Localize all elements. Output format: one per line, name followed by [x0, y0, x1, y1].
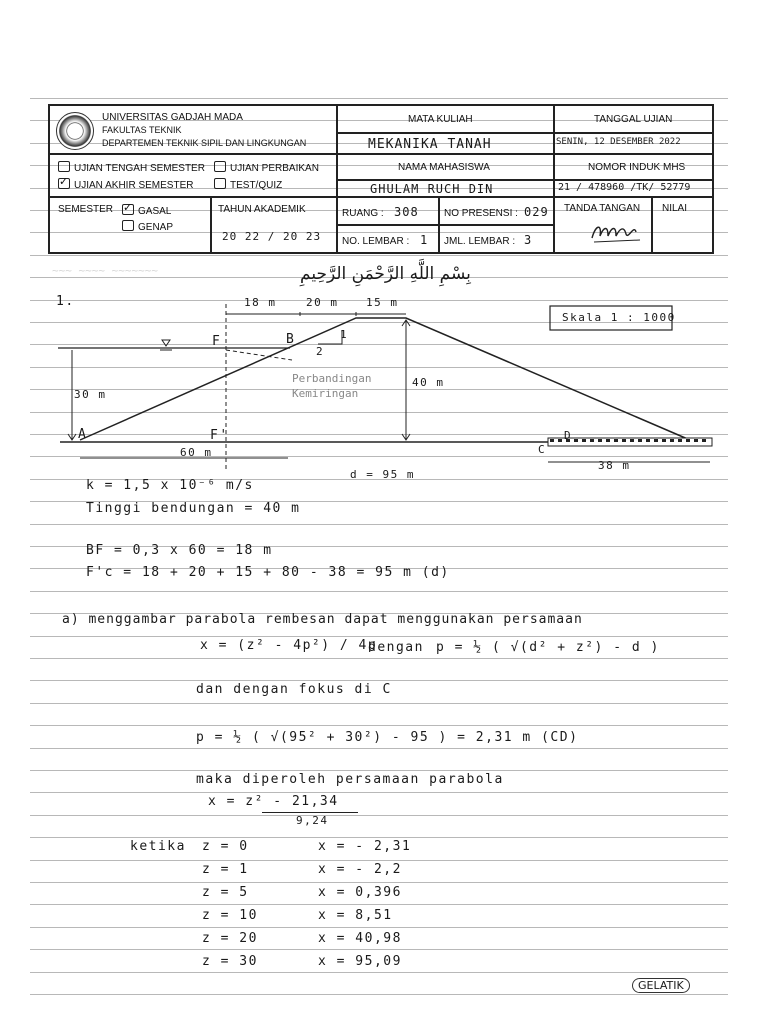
tahun-value: 20 22 / 20 23 — [222, 230, 322, 243]
point-d-label: D — [564, 429, 573, 442]
dim-30-label: 30 m — [74, 388, 107, 401]
parabola-denominator: 9,24 — [296, 814, 329, 827]
tanggal-value: SENIN, 12 DESEMBER 2022 — [556, 137, 681, 147]
faculty-name: FAKULTAS TEKNIK — [102, 125, 182, 135]
slope-note-2: Kemiringan — [292, 387, 359, 400]
jml-lembar-value: 3 — [524, 233, 533, 247]
table-row-z: z = 5 — [202, 885, 249, 900]
mata-kuliah-value: MEKANIKA TANAH — [368, 137, 492, 152]
ruled-line — [30, 748, 728, 749]
ruled-line — [30, 882, 728, 883]
nama-value: GHULAM RUCH DIN — [370, 182, 494, 196]
checkbox-perbaikan: UJIAN PERBAIKAN — [214, 161, 319, 174]
ruled-line — [30, 703, 728, 704]
nama-label: NAMA MAHASISWA — [398, 162, 490, 173]
table-row-z: z = 30 — [202, 954, 258, 969]
ruled-line — [30, 860, 728, 861]
mata-kuliah-label: MATA KULIAH — [408, 114, 473, 125]
ruled-line — [30, 972, 728, 973]
checkbox-uas: ✓UJIAN AKHIR SEMESTER — [58, 178, 193, 191]
focus-line: dan dengan fokus di C — [196, 682, 392, 697]
dim-15-label: 15 m — [366, 296, 399, 309]
dim-18-label: 18 m — [244, 296, 277, 309]
slope-note-1: Perbandingan — [292, 372, 372, 385]
dim-20-label: 20 m — [306, 296, 339, 309]
problem-number: 1. — [56, 294, 75, 309]
ruled-line — [30, 770, 728, 771]
scale-label: Skala 1 : 1000 — [562, 311, 676, 324]
ruled-line — [30, 815, 728, 816]
gelatik-stamp: GELATIK — [632, 978, 690, 993]
table-row-z: z = 1 — [202, 862, 249, 877]
ruled-line — [30, 927, 728, 928]
maka-line: maka diperoleh persamaan parabola — [196, 772, 504, 787]
ruled-line — [30, 725, 728, 726]
table-row-z: z = 0 — [202, 839, 249, 854]
point-b-label: B — [286, 332, 296, 347]
permeability-line: k = 1,5 x 10⁻⁶ m/s — [86, 478, 254, 493]
ruang-label: RUANG : — [342, 208, 384, 219]
ruled-line — [30, 591, 728, 592]
ruled-line — [30, 255, 728, 256]
table-row-z: z = 10 — [202, 908, 258, 923]
slope-triangle — [318, 330, 342, 344]
fraction-bar — [262, 812, 358, 813]
nim-label: NOMOR INDUK MHS — [588, 162, 686, 173]
lembar-label: NO. LEMBAR : — [342, 236, 410, 247]
dengan-label: dengan — [368, 640, 424, 655]
ketika-label: ketika — [130, 839, 186, 854]
part-a-intro: a) menggambar parabola rembesan dapat menggunakan persamaan — [62, 612, 583, 627]
lembar-value: 1 — [420, 233, 429, 247]
ruled-line — [30, 636, 728, 637]
dim-d-label: d = 95 m — [350, 468, 415, 481]
tahun-label: TAHUN AKADEMIK — [218, 204, 306, 215]
table-row-x: x = 8,51 — [318, 908, 393, 923]
dam-outline — [80, 318, 690, 440]
checkbox-quiz: TEST/QUIZ — [214, 178, 282, 191]
nilai-label: NILAI — [662, 203, 688, 214]
presensi-label: NO PRESENSI : — [444, 208, 518, 219]
point-c-label: C — [538, 443, 547, 456]
faint-bleed-text: ~~~ ~~~~ ~~~~~~~ — [52, 264, 158, 277]
ruled-line — [30, 524, 728, 525]
water-level-icon — [162, 340, 170, 346]
ruled-line — [30, 98, 728, 99]
semester-label: SEMESTER — [58, 204, 114, 215]
table-row-x: x = 40,98 — [318, 931, 402, 946]
slope-2-label: 2 — [316, 345, 325, 358]
department-name: DEPARTEMEN TEKNIK SIPIL DAN LINGKUNGAN — [102, 138, 307, 148]
table-row-z: z = 20 — [202, 931, 258, 946]
university-name: UNIVERSITAS GADJAH MADA — [102, 112, 243, 123]
table-row-x: x = - 2,31 — [318, 839, 412, 854]
ruled-line — [30, 904, 728, 905]
signature-icon — [588, 218, 648, 248]
ttd-label: TANDA TANGAN — [564, 203, 641, 214]
ruled-line — [30, 994, 728, 995]
seepage-dash-line — [226, 350, 292, 360]
ruled-line — [30, 658, 728, 659]
exam-header-table — [48, 104, 714, 254]
fc-line: F'c = 18 + 20 + 15 + 80 - 38 = 95 m (d) — [86, 565, 450, 580]
point-a-label: A — [78, 427, 88, 442]
nim-value: 21 / 478960 /TK/ 52779 — [558, 182, 691, 193]
dam-height-line: Tinggi bendungan = 40 m — [86, 501, 301, 516]
formula-p: p = ½ ( √(d² + z²) - d ) — [436, 640, 660, 655]
ruled-line — [30, 949, 728, 950]
formula-x: x = (z² - 4p²) / 4p — [200, 638, 378, 653]
dim-40-label: 40 m — [412, 376, 445, 389]
bf-line: BF = 0,3 x 60 = 18 m — [86, 543, 273, 558]
table-row-x: x = 0,396 — [318, 885, 402, 900]
checkbox-genap: GENAP — [122, 220, 173, 233]
checkbox-gasal: ✓ GASAL — [122, 204, 171, 217]
point-f-label: F — [212, 334, 222, 349]
presensi-value: 029 — [524, 205, 549, 219]
slope-1-label: 1 — [340, 328, 349, 341]
parabola-numerator: x = z² - 21,34 — [208, 794, 339, 809]
dim-60-label: 60 m — [180, 446, 213, 459]
dim-38-label: 38 m — [598, 459, 631, 472]
p-calculation: p = ½ ( √(95² + 30²) - 95 ) = 2,31 m (CD) — [196, 730, 579, 745]
table-row-x: x = 95,09 — [318, 954, 402, 969]
ruled-line — [30, 792, 728, 793]
ugm-logo-icon — [56, 112, 94, 150]
bismillah: بِسْمِ اللَّهِ الرَّحْمَنِ الرَّحِيمِ — [300, 264, 471, 284]
checkbox-uts: UJIAN TENGAH SEMESTER — [58, 161, 205, 174]
ruang-value: 308 — [394, 205, 419, 219]
tanggal-label: TANGGAL UJIAN — [594, 114, 673, 125]
table-row-x: x = - 2,2 — [318, 862, 402, 877]
jml-lembar-label: JML. LEMBAR : — [444, 236, 516, 247]
point-f-prime-label: F' — [210, 428, 229, 443]
